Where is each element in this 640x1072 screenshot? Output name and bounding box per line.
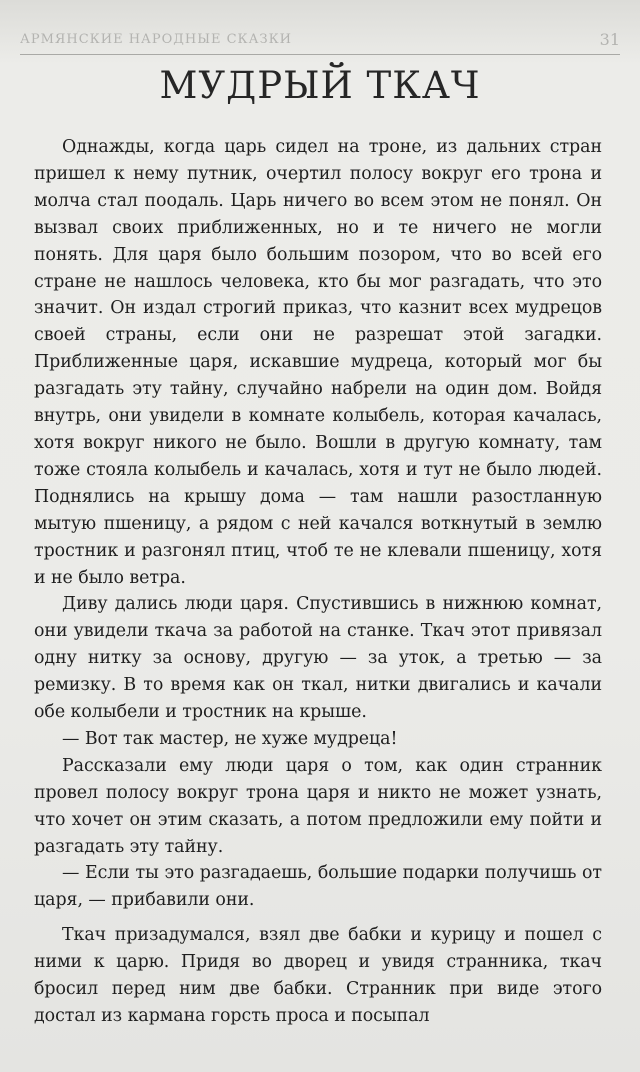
paragraph: — Вот так мастер, не хуже мудреца!: [62, 728, 398, 749]
running-title: АРМЯНСКИЕ НАРОДНЫЕ СКАЗКИ: [20, 32, 292, 47]
paragraph: Ткач призадумался, взял две бабки и курицу и пошел с ними к царю. Придя во дворец и увидя странника, ткач бросил перед ним две бабки. Странник при виде этого достал из кармана горсть проса и посыпал: [34, 925, 602, 1026]
paragraph: — Если ты это разгадаешь, большие подарки получишь от царя, — прибавили они.: [34, 863, 602, 911]
paragraph: Диву дались люди царя. Спустившись в нижнюю комнат, они увидели ткача за работой на станке. Ткач этот привязал одну нитку за основу, другую — за уток, а третью — за ремизку. В то время как он ткал, нитки двигались и качали обе колыбели и тростник на крыше.: [34, 594, 602, 723]
page-number: 31: [599, 30, 620, 49]
paragraph: Однажды, когда царь сидел на троне, из дальних стран пришел к нему путник, очертил полосу вокруг его трона и молча стал поодаль. Царь ничего во всем этом не понял. Он вызвал своих приближенных, но и те ничего не могли понять. Для царя было большим позором, что во всей его стране не нашлось человека, кто бы мог разгадать, что это значит. Он издал строгий приказ, что казнит всех мудрецов своей страны, если они не разрешат этой загадки. Приближенные царя, искавшие мудреца, который мог бы разгадать эту тайну, случайно набрели на один дом. Войдя внутрь, они увидели в комнате колыбель, которая качалась, хотя вокруг никого не было. Вошли в другую комнату, там тоже стояла колыбель и качалась, хотя и тут не было людей. Поднялись на крышу дома — там нашли разостланную мытую пшеницу, а рядом с ней качался воткнутый в землю тростник и разгонял птиц, чтоб те не клевали пшеницу, хотя и не было ветра.: [34, 137, 602, 588]
story-title: МУДРЫЙ ТКАЧ: [159, 64, 481, 107]
story-body: [34, 134, 602, 1030]
paragraph: Рассказали ему люди царя о том, как один странник провел полосу вокруг трона царя и никто не может узнать, что хочет он этим сказать, а потом предложили ему пойти и разгадать эту тайну.: [34, 755, 602, 857]
running-head: [20, 30, 620, 55]
